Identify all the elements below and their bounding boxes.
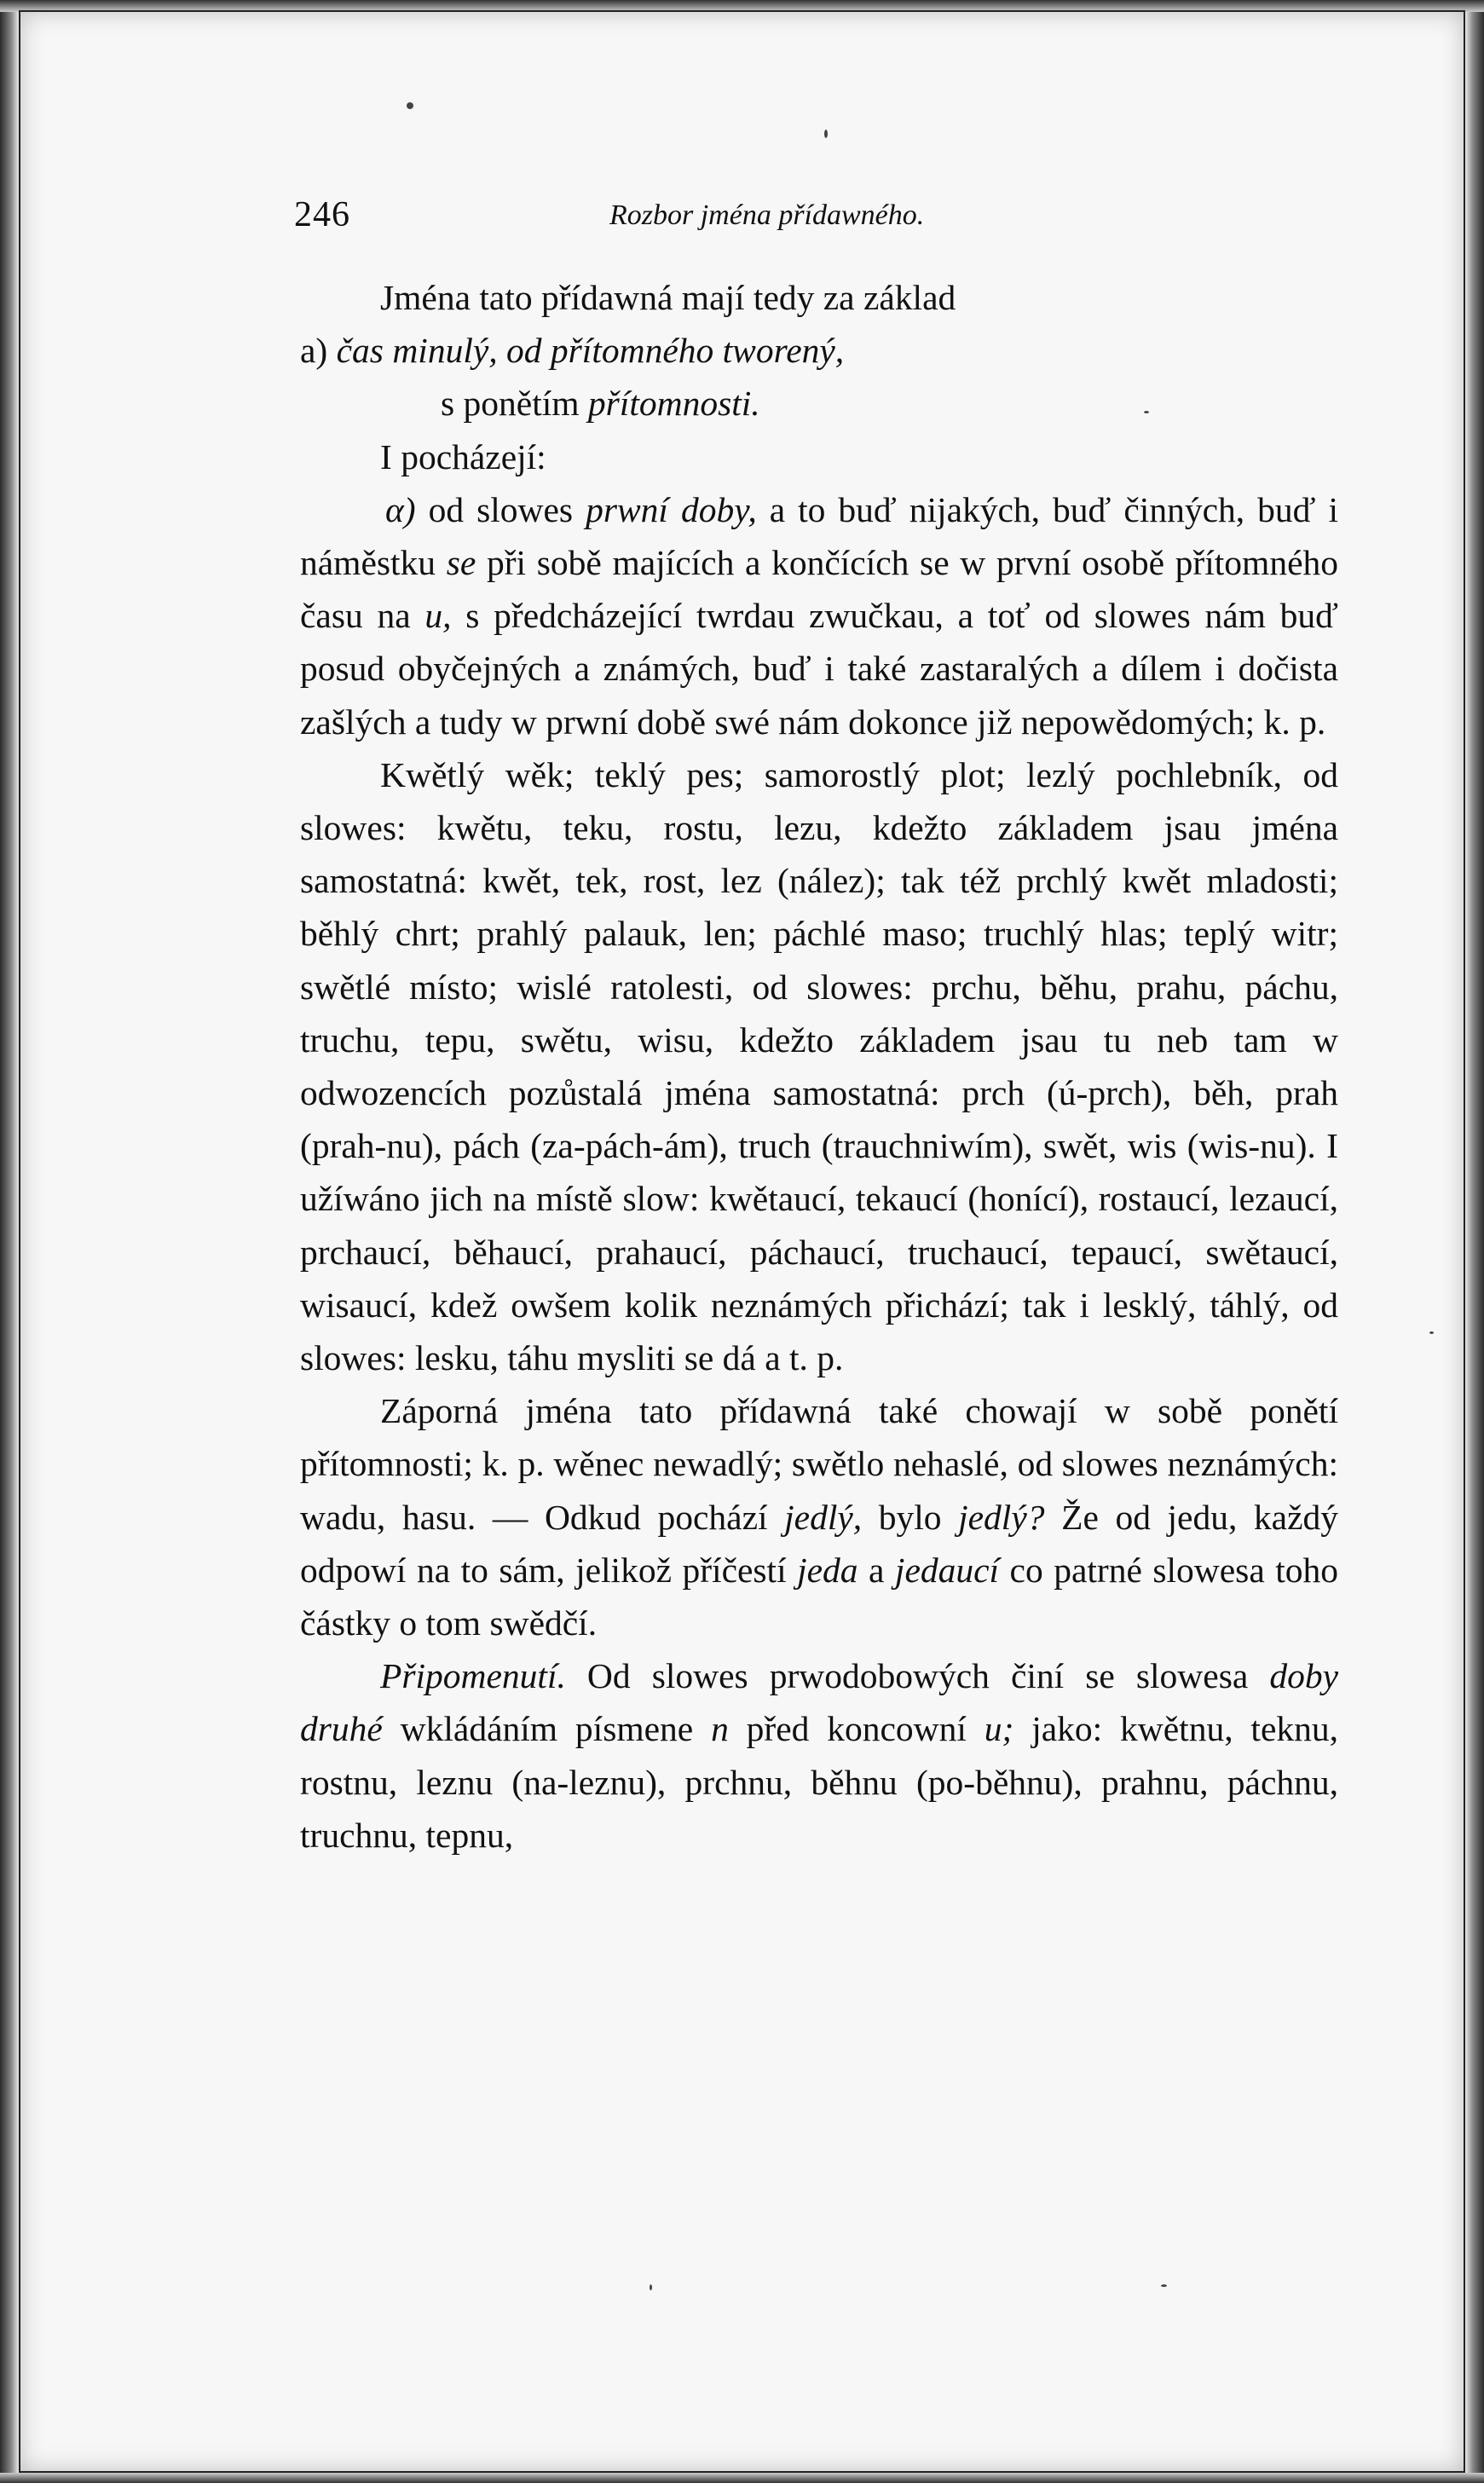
text-span: bylo — [862, 1497, 959, 1537]
text-span: a — [857, 1550, 895, 1590]
text-span: od slowes — [415, 489, 586, 529]
italic-span: jeda — [797, 1550, 858, 1590]
italic-span: n — [711, 1709, 729, 1749]
text-span: při sobě majících a končících se w první osobě přítomného času na — [300, 543, 1338, 636]
scan-speck — [1161, 2284, 1167, 2287]
scan-left-edge — [0, 0, 19, 2483]
text-span: s ponětím — [441, 384, 588, 424]
paragraph-item-a-continued — [300, 377, 1338, 430]
italic-span: jedaucí — [894, 1550, 1000, 1590]
paragraph-intro — [300, 271, 1338, 324]
paragraph-examples — [300, 748, 1338, 1384]
text-span: před koncowní — [728, 1709, 985, 1749]
scan-speck — [1429, 1331, 1434, 1334]
paragraph-remark — [300, 1649, 1338, 1862]
paragraph-negative-adjectives — [300, 1384, 1338, 1649]
paragraph-item-a — [300, 324, 1338, 377]
scan-speck — [650, 2284, 652, 2290]
text-span: s předcházející twrdau zwučkau, a toť od slowes nám buď posud obyčejných a známých, buď i také zastaralých a dílem i dočista zašlých a tudy w prwní době swé nám dokonce již nepowědomých; k. p. — [300, 596, 1338, 742]
running-head: Rozbor jména přídawného. — [609, 199, 925, 231]
italic-span: doby druhé — [300, 1656, 1338, 1749]
italic-span: se — [446, 543, 476, 583]
italic-span: Připomenutí. — [380, 1656, 566, 1696]
italic-span: prwní doby, — [586, 489, 757, 529]
scan-bottom-edge — [0, 2473, 1484, 2483]
item-label: α) — [385, 489, 416, 529]
italic-span: čas minulý, od přítomného tworený, — [336, 331, 845, 371]
text-span: Od slowes prwodobowých činí se slowesa — [565, 1656, 1270, 1696]
page-header — [294, 194, 1343, 245]
italic-span: jedlý? — [958, 1497, 1045, 1537]
italic-span: jedlý, — [784, 1497, 863, 1537]
text-span: I pocházejí: — [380, 436, 546, 476]
page-number: 246 — [294, 195, 350, 234]
text-span: Záporná jména tato přídawná také chowají w sobě ponětí přítomnosti; k. p. wěnec newadlý; swětlo nehaslé, od slowes neznámých: wadu, hasu. — Odkud pochází — [300, 1391, 1338, 1537]
scan-right-edge — [1465, 0, 1484, 2483]
paragraph-item-alpha — [300, 483, 1338, 748]
text-span: Jména tato přídawná mají tedy za základ — [380, 278, 956, 317]
body-text — [300, 271, 1338, 1862]
text-span: co patrné slowesa toho částky o tom swědčí. — [300, 1550, 1338, 1643]
italic-span: u; — [984, 1709, 1014, 1749]
text-span: a to buď nijakých, buď činných, buď i náměstku — [300, 489, 1338, 583]
text-span: Že od jedu, každý odpowí na to sám, jelikož příčestí — [300, 1497, 1339, 1590]
text-span: wkládáním písmene — [382, 1709, 712, 1749]
paragraph-origin — [300, 430, 1338, 483]
italic-span: přítomnosti. — [587, 384, 760, 424]
item-label: a) — [300, 331, 328, 371]
text-span: Kwětlý wěk; teklý pes; samorostlý plot; lezlý pochlebník, od slowes: kwětu, teku, rostu, lezu, kdežto základem jsau jména samostatná: kwět, tek, rost, lez (nález); tak též prchlý kwět mladosti; běhlý chrt; prahlý palauk, len; páchlé maso; truchlý hlas; teplý witr; swětlé místo; wislé ratolesti, od slowes: prchu, běhu, prahu, páchu, truchu, tepu, swětu, wisu, kdežto základem jsau tu neb tam w odwozencích pozůstalá jména samostatná: prch (ú-prch), běh, prah (prah-nu), pách (za-pách-ám), truch (trauchniwím), swět, wis (wis-nu). I užíwáno jich na místě slow: kwětaucí, tekaucí (honící), rostaucí, lezaucí, prchaucí, běhaucí, prahaucí, páchaucí, truchaucí, tepaucí, swětaucí, wisaucí, kdež owšem kolik neznámých přichází; tak i lesklý, táhlý, od slowes: lesku, táhu mysliti se dá a t. p. — [300, 754, 1338, 1378]
text-span: jako: kwětnu, teknu, rostnu, leznu (na-leznu), prchnu, běhnu (po-běhnu), prahnu, páchnu, truchnu, tepnu, — [300, 1709, 1338, 1855]
scan-speck — [824, 130, 828, 138]
scan-speck — [407, 102, 413, 109]
italic-span: u, — [424, 596, 452, 636]
